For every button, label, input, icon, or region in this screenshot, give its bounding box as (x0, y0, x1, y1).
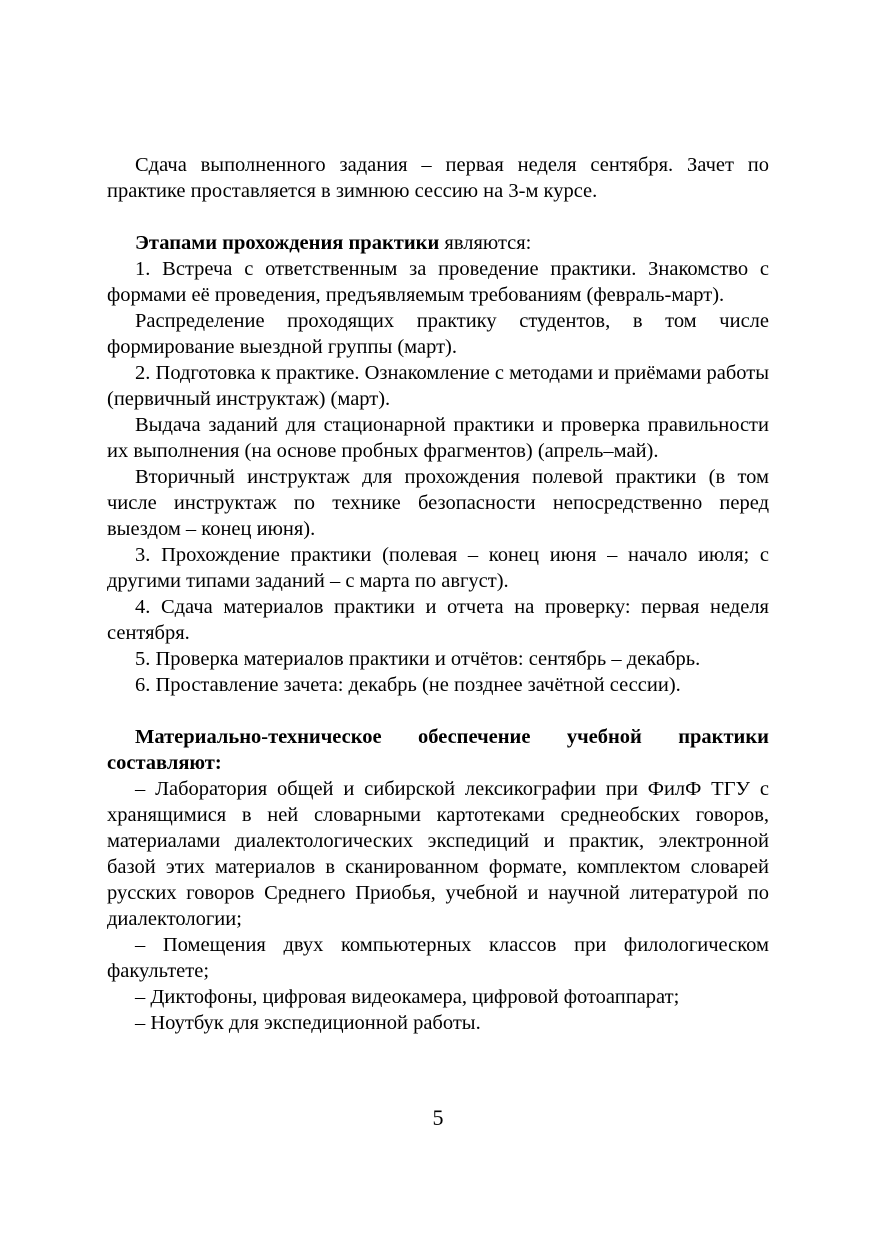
stage-item: 4. Сдача материалов практики и отчета на проверку: первая неделя сентября. (107, 596, 769, 644)
stages-heading (107, 230, 769, 256)
stage-item: 5. Проверка материалов практики и отчётов: сентябрь – декабрь. (135, 648, 701, 670)
submission-paragraph: Сдача выполненного задания – первая неделя сентября. Зачет по практике проставляется в зимнюю сессию на 3-м курсе. (107, 154, 769, 202)
resource-item: – Лаборатория общей и сибирской лексикографии при ФилФ ТГУ с хранящимися в ней словарными картотеками среднеобских говоров, материалами диалектологических экспедиций и практик, электронной базой этих материалов в сканированном формате, комплектом словарей русских говоров Среднего Приобья, учебной и научной литературой по диалектологии; (107, 778, 769, 930)
page-number: 5 (432, 1105, 444, 1130)
stage-item: 3. Прохождение практики (полевая – конец июня – начало июля; с другими типами заданий – с марта по август). (107, 544, 769, 592)
resource-item: – Ноутбук для экспедиционной работы. (135, 1012, 481, 1034)
document-page (107, 152, 769, 1036)
stage-item: 6. Проставление зачета: декабрь (не позднее зачётной сессии). (135, 674, 681, 696)
spacer (107, 204, 769, 230)
stage-item: Распределение проходящих практику студентов, в том числе формирование выездной группы (март). (107, 310, 769, 358)
resource-item: – Диктофоны, цифровая видеокамера, цифровой фотоаппарат; (135, 986, 680, 1008)
spacer (107, 698, 769, 724)
stages-heading-bold: Этапами прохождения практики (135, 232, 440, 254)
stage-item: 1. Встреча с ответственным за проведение практики. Знакомство с формами её проведения, предъявляемым требованиям (февраль-март). (107, 258, 769, 306)
stages-heading-rest: являются: (439, 232, 532, 254)
resource-item: – Помещения двух компьютерных классов при филологическом факультете; (107, 934, 769, 982)
stage-item: Вторичный инструктаж для прохождения полевой практики (в том числе инструктаж по технике безопасности непосредственно перед выездом – конец июня). (107, 466, 769, 540)
stage-item: Выдача заданий для стационарной практики и проверка правильности их выполнения (на основе пробных фрагментов) (апрель–май). (107, 414, 769, 462)
resources-heading: Материально-техническое обеспечение учебной практики составляют: (107, 726, 769, 774)
stage-item: 2. Подготовка к практике. Ознакомление с методами и приёмами работы (первичный инструктаж) (март). (107, 362, 769, 410)
